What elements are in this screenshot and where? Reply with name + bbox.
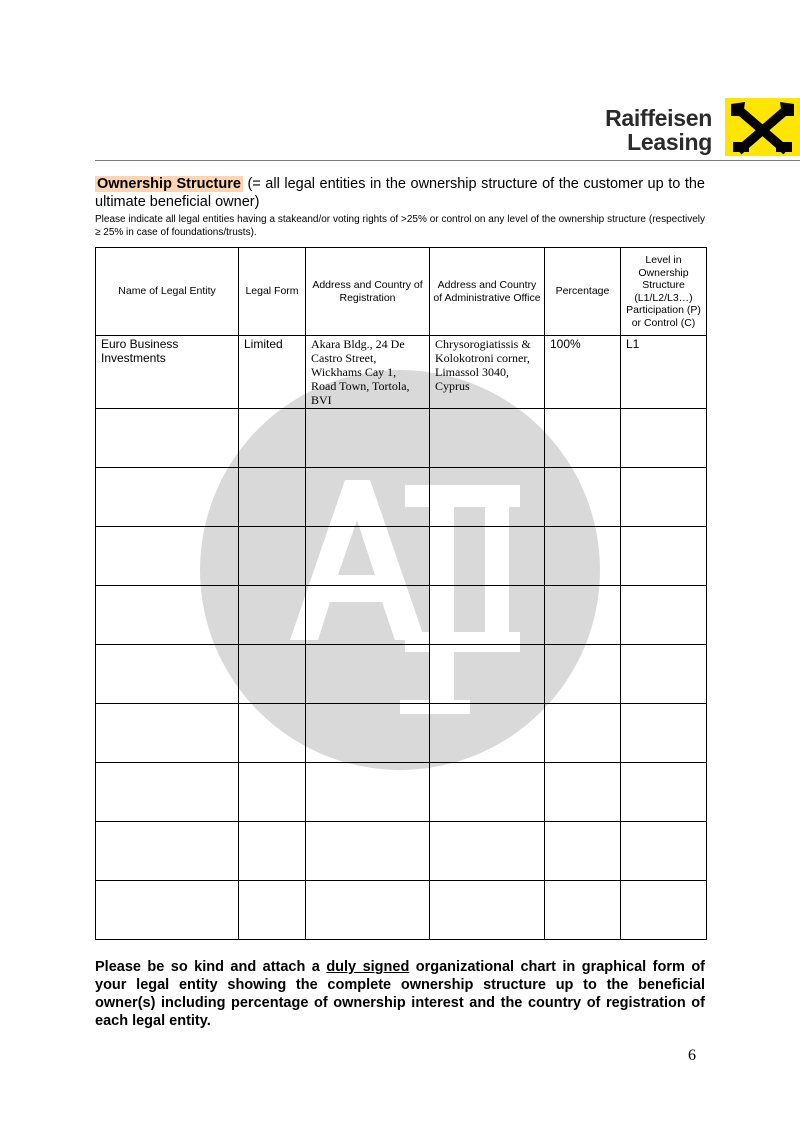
empty-cell[interactable] [430,822,545,881]
ownership-structure-intro [95,175,705,239]
empty-cell[interactable] [430,527,545,586]
empty-cell[interactable] [96,704,239,763]
empty-cell[interactable] [545,763,621,822]
table-row-empty [96,468,707,527]
table-row-empty [96,763,707,822]
section-title: Ownership Structure [97,176,241,192]
empty-cell[interactable] [621,763,707,822]
closing-part1: Please be so kind and attach a [95,959,327,975]
cell-legal-form[interactable]: Limited [239,336,306,409]
empty-cell[interactable] [621,409,707,468]
table-row-empty [96,645,707,704]
empty-cell[interactable] [306,468,430,527]
table-row-empty [96,704,707,763]
closing-duly-signed: duly signed [326,959,410,975]
table-row-empty [96,586,707,645]
intro-note-part1: Please indicate all legal entities having a stakeand/or voting rights of >25% or control on any level of the ownership structure ( [95,214,653,225]
logo-line-leasing: Leasing [627,129,712,155]
empty-cell[interactable] [545,468,621,527]
empty-cell[interactable] [545,645,621,704]
empty-cell[interactable] [306,822,430,881]
table-row [96,336,707,409]
empty-cell[interactable] [306,645,430,704]
table-row-empty [96,881,707,940]
empty-cell[interactable] [96,822,239,881]
empty-cell[interactable] [96,881,239,940]
table-row-empty [96,822,707,881]
empty-cell[interactable] [430,881,545,940]
cell-registration-address[interactable]: Akara Bldg., 24 De Castro Street, Wickhams Cay 1, Road Town, Tortola, BVI [306,336,430,409]
empty-cell[interactable] [306,881,430,940]
empty-cell[interactable] [96,527,239,586]
empty-cell[interactable] [306,409,430,468]
empty-cell[interactable] [306,704,430,763]
table-row-empty [96,527,707,586]
header-percentage: Percentage [545,248,621,336]
table-row-empty [96,409,707,468]
empty-cell[interactable] [306,527,430,586]
empty-cell[interactable] [239,881,306,940]
cell-ownership-level[interactable]: L1 [621,336,707,409]
intro-heading [95,175,705,211]
empty-cell[interactable] [239,586,306,645]
empty-cell[interactable] [430,645,545,704]
cell-entity-name[interactable]: Euro Business Investments [96,336,239,409]
cell-admin-address[interactable]: Chrysorogiatissis & Kolokotroni corner, Limassol 3040, Cyprus [430,336,545,409]
empty-cell[interactable] [96,645,239,704]
closing-part2: organizational chart in graphical form of your legal entity showing the complete ownership structure up to the beneficial owner(s) including percentage of ownership interest and the country of registration of each legal entity. [95,959,706,1029]
empty-cell[interactable] [621,645,707,704]
empty-cell[interactable] [545,704,621,763]
empty-cell[interactable] [239,763,306,822]
empty-cell[interactable] [545,881,621,940]
intro-note-part2: respectively ≥ 25% in case of foundations/trusts [95,214,705,238]
empty-cell[interactable] [545,527,621,586]
empty-cell[interactable] [96,763,239,822]
raiffeisen-leasing-logo [605,94,800,160]
header-ownership-level: Level in Ownership Structure (L1/L2/L3…) Participation (P) or Control (C) [621,248,707,336]
empty-cell[interactable] [430,704,545,763]
empty-cell[interactable] [621,468,707,527]
header-divider [95,160,800,161]
cell-percentage[interactable]: 100% [545,336,621,409]
empty-cell[interactable] [96,409,239,468]
empty-cell[interactable] [621,704,707,763]
header-legal-entity-name: Name of Legal Entity [96,248,239,336]
empty-cell[interactable] [239,468,306,527]
section-title-description: (= all legal entities in the ownership structure of the customer up to the ultimate beneficial owner) [95,176,706,210]
header-admin-address: Address and Country of Administrative Office [430,248,545,336]
ownership-table [95,247,707,940]
empty-cell[interactable] [239,645,306,704]
empty-cell[interactable] [430,468,545,527]
empty-cell[interactable] [545,586,621,645]
empty-cell[interactable] [621,586,707,645]
crossed-gables-icon [725,98,800,156]
page-number: 6 [688,1047,696,1064]
empty-cell[interactable] [96,468,239,527]
empty-cell[interactable] [239,822,306,881]
header-registration-address: Address and Country of Registration [306,248,430,336]
logo-line-raiffeisen: Raiffeisen [605,105,712,131]
empty-cell[interactable] [306,763,430,822]
empty-cell[interactable] [621,822,707,881]
empty-cell[interactable] [239,704,306,763]
intro-note-part3: ). [250,227,257,238]
empty-cell[interactable] [239,409,306,468]
table-header-row [96,248,707,336]
empty-cell[interactable] [545,409,621,468]
empty-cell[interactable] [96,586,239,645]
empty-cell[interactable] [545,822,621,881]
empty-cell[interactable] [621,527,707,586]
empty-cell[interactable] [239,527,306,586]
empty-cell[interactable] [430,409,545,468]
empty-cell[interactable] [430,586,545,645]
logo-wordmark [605,106,712,154]
empty-cell[interactable] [430,763,545,822]
empty-cell[interactable] [306,586,430,645]
empty-cell[interactable] [621,881,707,940]
closing-instruction [95,958,705,1030]
header-legal-form: Legal Form [239,248,306,336]
intro-note [95,213,705,239]
